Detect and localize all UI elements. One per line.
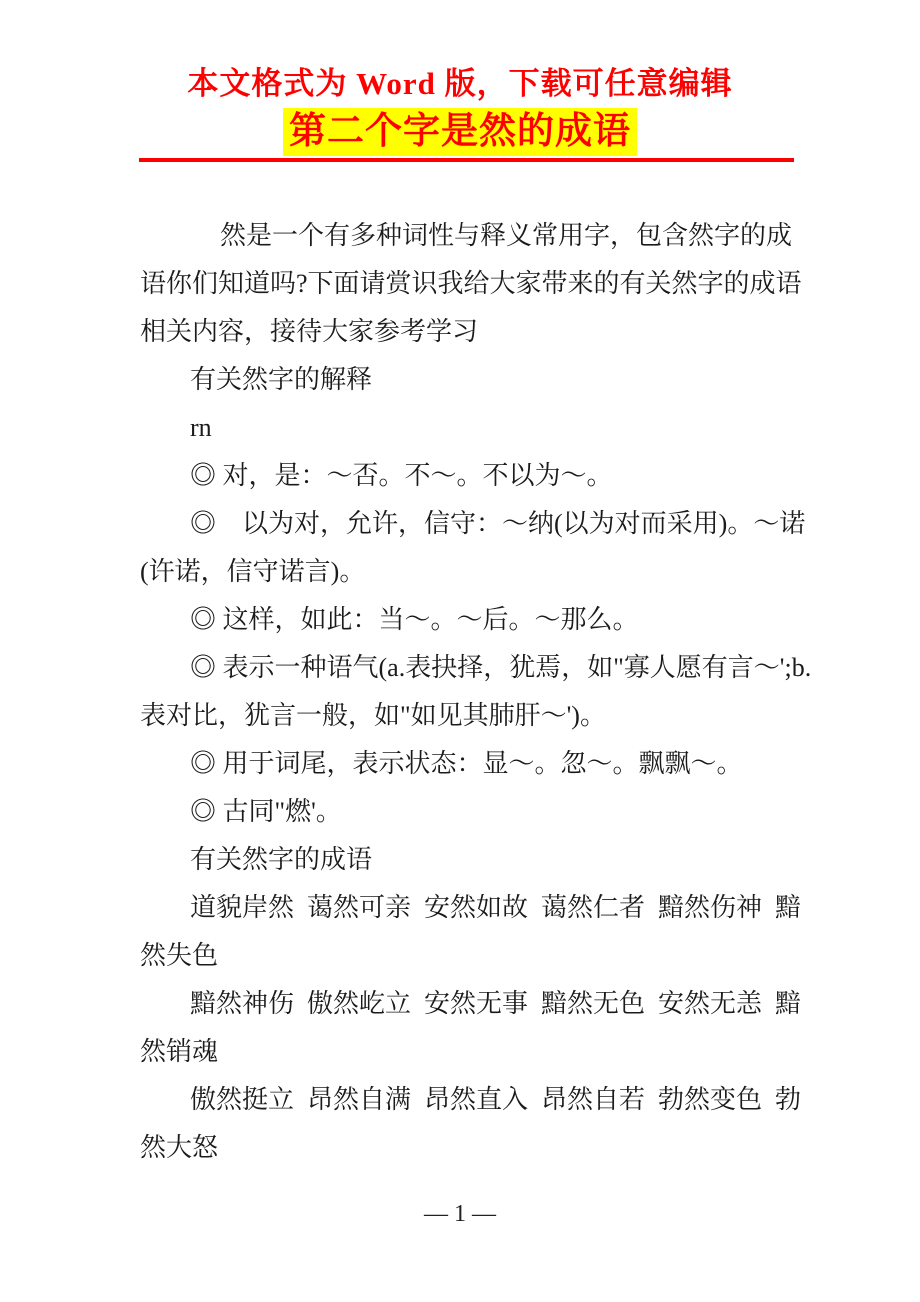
document-body <box>140 212 812 1172</box>
body-line: 语你们知道吗?下面请赏识我给大家带来的有关然字的成语 <box>140 269 802 298</box>
body-line: ◎ 以为对，允许，信守：～纳(以为对而采用)。～诺 <box>190 509 806 538</box>
body-line: (许诺，信守诺言)。 <box>140 557 366 586</box>
body-line: 然失色 <box>140 941 219 970</box>
body-line: 相关内容，接待大家参考学习 <box>140 317 479 346</box>
page-number: — 1 — <box>424 1201 496 1227</box>
body-line: 有关然字的解释 <box>190 365 373 394</box>
body-line: 道貌岸然 蔼然可亲 安然如故 蔼然仁者 黯然伤神 黯 <box>190 893 802 922</box>
body-line: 有关然字的成语 <box>190 845 373 874</box>
body-line: ◎ 用于词尾，表示状态：显～。忽～。飘飘～。 <box>190 749 743 778</box>
horizontal-rule <box>139 158 794 162</box>
body-line: 黯然神伤 傲然屹立 安然无事 黯然无色 安然无恙 黯 <box>190 989 802 1018</box>
body-line: rn <box>190 413 212 442</box>
body-line: ◎ 这样，如此：当～。～后。～那么。 <box>190 605 639 634</box>
body-line: 表对比，犹言一般，如"如见其肺肝～')。 <box>140 701 606 730</box>
body-line: ◎ 表示一种语气(a.表抉择，犹焉，如"寡人愿有言～';b. <box>190 653 812 682</box>
body-line: ◎ 对，是：～否。不～。不以为～。 <box>190 461 613 490</box>
document-title: 第二个字是然的成语 <box>283 108 637 156</box>
document-title-row <box>0 108 920 156</box>
format-notice: 本文格式为 Word 版，下载可任意编辑 <box>187 66 733 101</box>
body-line: ◎ 古同"燃'。 <box>190 797 342 826</box>
body-line: 傲然挺立 昂然自满 昂然直入 昂然自若 勃然变色 勃 <box>190 1085 802 1114</box>
body-line: 然大怒 <box>140 1133 219 1162</box>
body-line: 然是一个有多种词性与释义常用字，包含然字的成 <box>220 221 793 250</box>
body-line: 然销魂 <box>140 1037 219 1066</box>
